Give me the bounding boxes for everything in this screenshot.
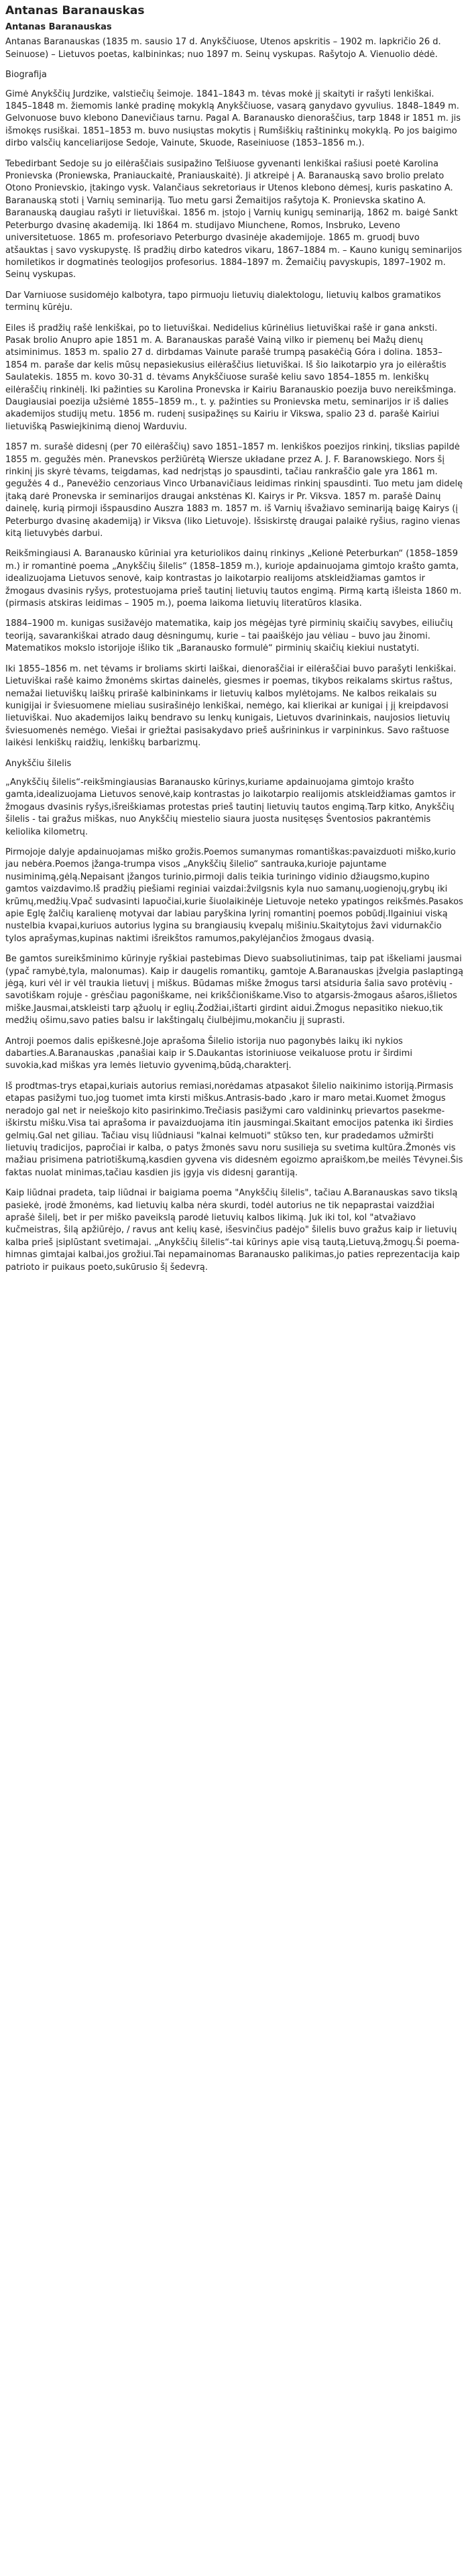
paragraph: „Anykščių šilelis“-reikšmingiausias Baranausko kūrinys,kuriame apdainuojama gimtojo krašto gamta,idealizuojama Lietuvos senovė,kaip kontrastas jo laikotarpio realijomis atskleidžiamas gamtos ir žmogaus dvasinis ryšys,išreiškiamas protestas prieš tautinį lietuvių tautos engimą.Tarp kitko, Anykščių šilelis - tai gražus miškas, nuo Anykščių miestelio siaura juosta nusitęsęs Šventosios pakrantėmis keliolika kilometrų. [5,777,456,837]
paragraph: Iki 1855–1856 m. net tėvams ir broliams skirti laiškai, dienoraščiai ir eilėraščiai buvo parašyti lenkiškai. Lietuviškai rašė kaimo žmonėms skirtas dainelės, giesmes ir poemas, tikybos reikalams skirtus raštus, nemažai lietuviškų laiškų prirašė kalbininkams ir lietuvių kalbos mylėtojams. Ne kalbos reikalais su kunigijai ir šviesuomene mieliau susirašinėjo lenkiškai, nemėgo, kai klierikai ar kunigai į jį kreipdavosi lietuviškai. Nuo akademijos laikų bendravo su lenkų kunigais, Lietuvos dvarininkais, naujosios lietuvių šviesuomenės nemėgo. Viešai ir griežtai pasisakydavo prieš aušrininkus ir varpininkus. Savo raštuose laikėsi lenkiškų raidžių, lenkiškų barbarizmų. [5,663,457,749]
page-title: Antanas Baranauskas [5,4,145,17]
paragraph: Gimė Anykščių Jurdzike, valstiečių šeimoje. 1841–1843 m. tėvas mokė jį skaityti ir rašyti lenkiškai. 1845–1848 m. žiemomis lankė pradinę mokyklą Anykščiuose, vasarą ganydavo gyvulius. 1848–1849 m. Gelvonuose buvo klebono Danevičiaus tarnu. Pagal A. Baranausko dienoraščius, tarp 1848 ir 1851 m. jis išmokęs rusiškai. 1851–1853 m. buvo nusiųstas mokytis į Rumšiškių raštininkų mokyklą. Po jos baigimo dirbo valsčių kanceliarijose Sedoje, Vainute, Skuode, Raseiniuose (1853–1856 m.). [5,89,461,149]
intro-paragraph: Antanas Baranauskas (1835 m. sausio 17 d. Anykščiuose, Utenos apskritis – 1902 m. lapkričio 26 d. Seinuose) – Lietuvos poetas, kalbininkas; nuo 1897 m. Seinų vyskupas. Rašytojo A. Vienuolio dėdė. [5,37,441,60]
article-subtitle: Antanas Baranauskas [5,22,112,32]
paragraph: Iš prodtmas-trys etapai,kuriais autorius remiasi,norėdamas atpasakot šilelio naikinimo istoriją.Pirmasis etapas pasižymi tuo,jog tuomet imta kirsti miškus.Antrasis-bado ,karo ir maro metai.Kuomet žmogus neradojo gal net ir neieškojo kito pasirinkimo.Trečiasis pasižymi caro valdininkų prievartos pasekme-iškirstu mišku.Visa tai aprašoma ir pavaizduojama itin jausmingai.Skaitant emocijos patenka iki širdies gelmių.Gal net giliau. Tačiau visų liūdniausi "kalnai kelmuoti" stūkso ten, kur pradedamos užmiršti lietuvių tradicijos, papročiai ir kalba, o patys žmonės savu noru susilieja su svetima kultūra.Žmonės vis mažiau prisimena patriotiškumą,kasdien gyvena vis didesnėm egoizmo apraiškom,be meilės Tėvynei.Šis faktas nuolat minimas,tačiau kasdien jis įgyja vis didesnį garantiją. [5,1081,463,1178]
paragraph: Eiles iš pradžių rašė lenkiškai, po to lietuviškai. Nedidelius kūrinėlius lietuviškai rašė ir gana anksti. Pasak brolio Anupro apie 1851 m. A. Baranauskas parašė Vainą vilko ir piemenų bei Mažų dienų atsiminimus. 1853 m. spalio 27 d. dirbdamas Vainute parašė trumpą pasakėčią Góra i dolina. 1853–1854 m. paraše dar kelis mūsų nepasiekusius eilėraščius lietuviškai. Iš šio laikotarpio yra jo eilėraštis Saulatekis. 1855 m. kovo 30-31 d. tėvams Anykščiuose surašė keliu savo 1854–1855 m. lenkiškų eilėraščių rinkinėlį. Iki pažinties su Karolina Pronevska ir Kairiu Baranauskio poezija buvo nereikšminga. Daugiausiai poezija užsiėmė 1855–1859 m., t. y. pažinties su Pronievska metu, seminarijos ir iš dalies akademijos studijų metu. 1856 m. rudenį susipažinęs su Kairiu ir Vikswa, spalio 23 d. parašė Kairiui lietuvišką Paswiejkinimą dienoj Warduviu. [5,323,457,432]
section-heading-biografija: Biografija [5,70,47,80]
paragraph: 1884–1900 m. kunigas susižavėjo matematika, kaip jos mėgėjas tyrė pirminių skaičių savybes, eiliučių teoriją, savarankiškai atrado daug dėsningumų, kurie – tai paaiškėjo jau vėliau – buvo jau žinomi. Matematikos mokslo istorijoje išliko tik „Baranausko formulė“ pirminių skaičių kiekiui nustatyti. [5,619,453,654]
paragraph: Tebedirbant Sedoje su jo eilėraščiais susipažino Telšiuose gyvenanti lenkiškai rašiusi poetė Karolina Pronievska (Proniewska, Praniauckaitė, Praniauskaitė). Ji atkreipė į A. Baranauską savo brolio prelato Otono Pronievskio, įtakingo vysk. Valančiaus sekretoriaus ir Utenos klebono dėmesį, kuris paskatino A. Baranauską stoti į Varnių seminariją. Tuo metu garsi Žemaitijos rašytoja K. Pronievska skatino A. Baranauską daugiau rašyti ir lietuviškai. 1856 m. įstojo į Varnių kunigų seminariją, 1862 m. baigė Sankt Peterburgo dvasinę akademiją. Iki 1864 m. studijavo Miunchene, Romos, Insbruko, Leveno universitetuose. 1865 m. profesoriavo Peterburgo dvasinėje akademijoje. 1865 m. gruodį buvo atšauktas į savo vyskupystę. Iš pradžių dirbo katedros vikaru, 1867–1884 m. – Kauno kunigų seminarijos homiletikos ir dogmatinės teologijos profesorius. 1884–1897 m. Žemaičių pavyskupis, 1897–1902 m. Seinų vyskupas. [5,158,462,280]
paragraph: Kaip liūdnai pradeta, taip liūdnai ir baigiama poema "Anykščių šilelis", tačiau A.Baranauskas savo tikslą pasiekė, įrodė žmonėms, kad lietuvių kalba nėra skurdi, todėl autorius ne tik nepaprastai vaizdžiai aprašė šilelį, bet ir per miško paveikslą parodė lietuvių kalbos likimą. Juk iki tol, kol "atvažiavo kučmeistras, šilą apžiūrėjo, / ravus ant kelių kasė, išesvinčius padėjo" šilelis buvo gražus kaip ir lietuvių kalba prieš įsiplūstant svetimajai. „Anykščių šilelis“-tai kūrinys apie visą tautą,Lietuvą,žmogų.Ši poema-himnas gimtajai kalbai,jos grožiui.Tai nepamainomas Baranausko palikimas,jo paties reprezentacija kaip patrioto ir puikaus poeto,sukūrusio šį šedevrą. [5,1188,460,1273]
paragraph: Dar Varniuose susidomėjo kalbotyra, tapo pirmuoju lietuvių dialektologu, lietuvių kalbos gramatikos terminų kūrėju. [5,290,441,313]
paragraph: Antroji poemos dalis epiškesnė.Joje aprašoma Šilelio istorija nuo pagonybės laikų iki nykios dabarties.A.Baranauskas ,panašiai kaip ir S.Daukantas istoriniuose veikaluose protu ir širdimi suvokia,kad miškas yra lemės lietuvio gyvenimą,būdą,charakterį. [5,1036,412,1071]
paragraph: 1857 m. surašė didesnį (per 70 eilėraščių) savo 1851–1857 m. lenkiškos poezijos rinkinį, tikslias papildė 1855 m. gegužės mėn. Pranevskos peržiūrėtą Wiersze układane przez A. J. F. Baranowskiego. Nors šį rinkinį jis skyrė tėvams, teigdamas, kad nedrįstąs jo spausdinti, tačiau rankraščio gale yra 1861 m. gegužės 4 d., Panevėžio cenzoriaus Vinco Urbanavičiaus leidimas rinkinį spausdinti. Tuo metu jam didelę įtaką darė Pronevska ir seminarijos draugai ankstėnas Kl. Kairys ir Pr. Viksva. 1857 m. parašė Dainų dainelę, kurią pirmoji išspausdino Auszra 1883 m. 1857 m. iš Varnių išvažiavo seminariją baigę Kairys (į Peterburgo dvasinę akademiją) ir Viksva (liko Lietuvoje). Išsiskirstę draugai palaikė ryšius, ragino vienas kitą lietuvybės darbui. [5,442,463,539]
paragraph: Be gamtos sureikšminimo kūrinyje ryškiai pastebimas Dievo suabsoliutinimas, taip pat iškeliami jausmai (ypač ramybė,tyla, malonumas). Kaip ir daugelis romantikų, gamtoje A.Baranauskas įžvelgia paslaptingą jėgą, kuri vėl ir vėl traukia lietuvį į miškus. Būdamas miške žmogus tarsi atsiduria šalia savo protėvių - savotiškam rojuje - grėsčiau pagoniškame, nei krikščioniškame.Viso to atgarsis-žmogaus ašaros,išlietos miške.Jausmai,atskleisti tarp ąžuolų ir eglių.Žodžiai,ištarti girdint aidui.Žmogus nepasitiko niekuo,tik medžių ošimu,savo paties balsu ir lakštingalų čiulbėjimu,mokančiu jį suprasti. [5,954,463,1026]
paragraph: Reikšmingiausi A. Baranausko kūriniai yra keturiolikos dainų rinkinys „Kelionė Peterburkan“ (1858–1859 m.) ir romantinė poema „Anykščių šilelis“ (1858–1859 m.), kurioje apdainuojama gimtojo krašto gamta, idealizuojama Lietuvos senovė, kaip kontrastas jo laikotarpio realijoms atskleidžiamas gamtos ir žmogaus dvasinis ryšys, protestuojama prieš tautinį lietuvių tautos engimą. Pirmą kartą išleista 1860 m. (pirmasis atskiras leidimas – 1905 m.), poema laikoma lietuvių literatūros klasika. [5,549,462,609]
section-heading-anyksciu-silelis: Anykščiu šilelis [5,758,72,769]
paragraph: Pirmojoje dalyje apdainuojamas miško grožis.Poemos sumanymas romantiškas:pavaizduoti miško,kurio jau nebėra.Poemos įžanga-trumpa visos „Anykščių šilelio“ santrauka,kurioje pajuntame nusiminimą,gėlą.Nepaisant įžangos turinio,pirmoji dalis teikia turiningo vidinio džiaugsmo,kupino gamtos vaizdavimo.Iš pradžių piešiami reginiai vaizdai:žvilgsnis kyla nuo samanų,uogienojų,grybų iki krūmų,medžių.Vpač sudvasinti lapuočiai,kurie šiuolaikinėje Lietuvoje neteko ypatingos reikšmės.Pasakos apie Eglę žalčių karalienę motyvai dar labiau paryškina lyrinį romantinį poemos pobūdį.Ilgainiui viską nustelbia kvapai,kuriuos autorius lygina su brangiausių kvepalų mišiniu.Skaitytojus žavi vidurnakčio tylos aprašymas,kupinas naktimi išreikštos ramumos,pakylėjančios žmogaus dvasią. [5,847,463,944]
